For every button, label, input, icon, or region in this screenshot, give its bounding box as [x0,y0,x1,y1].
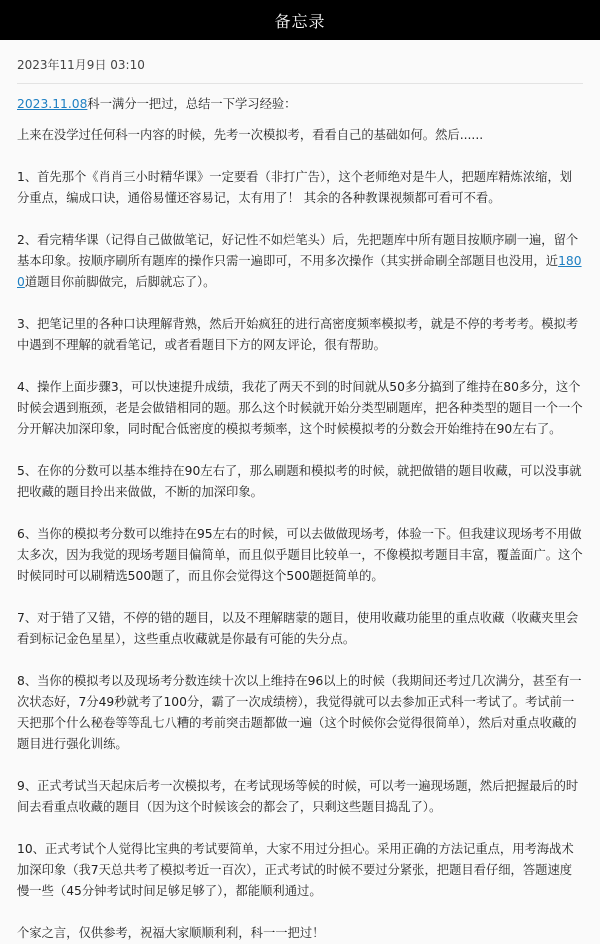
title-bar [0,0,600,40]
app-title: 备忘录 [274,11,326,31]
paragraph-11: 个家之言，仅供参考，祝福大家顺顺利利，科一一把过！ [17,926,325,940]
date-link[interactable]: 2023.11.08 [17,97,88,111]
paragraph-4: 4、操作上面步骤3，可以快速提升成绩，我花了两天不到的时间就从50多分搞到了维持在80多分，这个时候会遇到瓶颈，老是会做错相同的题。那么这个时候就开始分类型刷题库，把各种类型的题目一个一个分开解决加深印象，同时配合低密度的模拟考频率，这个时候模拟考的分数会开始维持在90左右了。 [17,380,583,436]
note-content[interactable] [17,94,583,944]
note-body[interactable] [0,57,600,944]
paragraph-7: 7、对于错了又错，不停的错的题目，以及不理解瞎蒙的题目，使用收藏功能里的重点收藏（收藏夹里会看到标记金色星星），这些重点收藏就是你最有可能的失分点。 [17,611,579,646]
paragraph-8: 8、当你的模拟考以及现场考分数连续十次以上维持在96以上的时候（我期间还考过几次满分，甚至有一次状态好，7分49秒就考了100分，霸了一次成绩榜），我觉得就可以去参加正式科一考试了。考试前一天把那个什么秘卷等等乱七八糟的考前突击题都做一遍（这个时候你会觉得很简单），然后对重点收藏的题目进行强化训练。 [17,674,582,751]
paragraph-0: 上来在没学过任何科一内容的时候，先考一次模拟考，看看自己的基础如何。然后...... [17,128,484,142]
intro-text: 科一满分一把过，总结一下学习经验： [87,97,297,111]
paragraph-10: 10、正式考试个人觉得比宝典的考试要简单，大家不用过分担心。采用正确的方法记重点，用考海战术加深印象（我7天总共考了模拟考近一百次），正式考试的时候不要过分紧张，把题目看仔细，答题速度慢一些（45分钟考试时间足够足够了），都能顺利通过。 [17,842,574,898]
paragraph-3: 3、把笔记里的各种口诀理解背熟，然后开始疯狂的进行高密度频率模拟考，就是不停的考考考。模拟考中遇到不理解的就看笔记，或者看题目下方的网友评论，很有帮助。 [17,317,579,352]
note-datetime: 2023年11月9日 03:10 [17,58,145,72]
paragraph-2 [17,230,583,293]
paragraph-2-text-b: 道题目你前脚做完，后脚就忘了）。 [24,275,216,289]
paragraph-5: 5、在你的分数可以基本维持在90左右了，那么刷题和模拟考的时候，就把做错的题目收藏，可以没事就把收藏的题目拎出来做做，不断的加深印象。 [17,464,582,499]
number-link[interactable]: 1800 [17,254,582,289]
paragraph-1: 1、首先那个《肖肖三小时精华课》一定要看（非打广告），这个老师绝对是牛人，把题库精炼浓缩，划分重点，编成口诀，通俗易懂还容易记，太有用了！ 其余的各种教课视频都可看可不看。 [17,170,573,205]
paragraph-2-text-a: 2、看完精华课（记得自己做做笔记，好记性不如烂笔头）后，先把题库中所有题目按顺序刷一遍，留个基本印象。按顺序刷所有题库的操作只需一遍即可，不用多次操作（其实拼命刷全部题目也没用，近 [17,233,579,268]
intro-paragraph [17,94,583,115]
paragraph-6: 6、当你的模拟考分数可以维持在95左右的时候，可以去做做现场考，体验一下。但我建议现场考不用做太多次，因为我觉的现场考题目偏简单，而且似乎题目比较单一，不像模拟考题目丰富，覆盖面广。这个时候同时可以刷精选500题了，而且你会觉得这个500题挺简单的。 [17,527,583,583]
divider [17,83,583,84]
paragraph-9: 9、正式考试当天起床后考一次模拟考，在考试现场等候的时候，可以考一遍现场题，然后把握最后的时间去看重点收藏的题目（因为这个时候该会的都会了，只剩这些题目捣乱了）。 [17,779,579,814]
